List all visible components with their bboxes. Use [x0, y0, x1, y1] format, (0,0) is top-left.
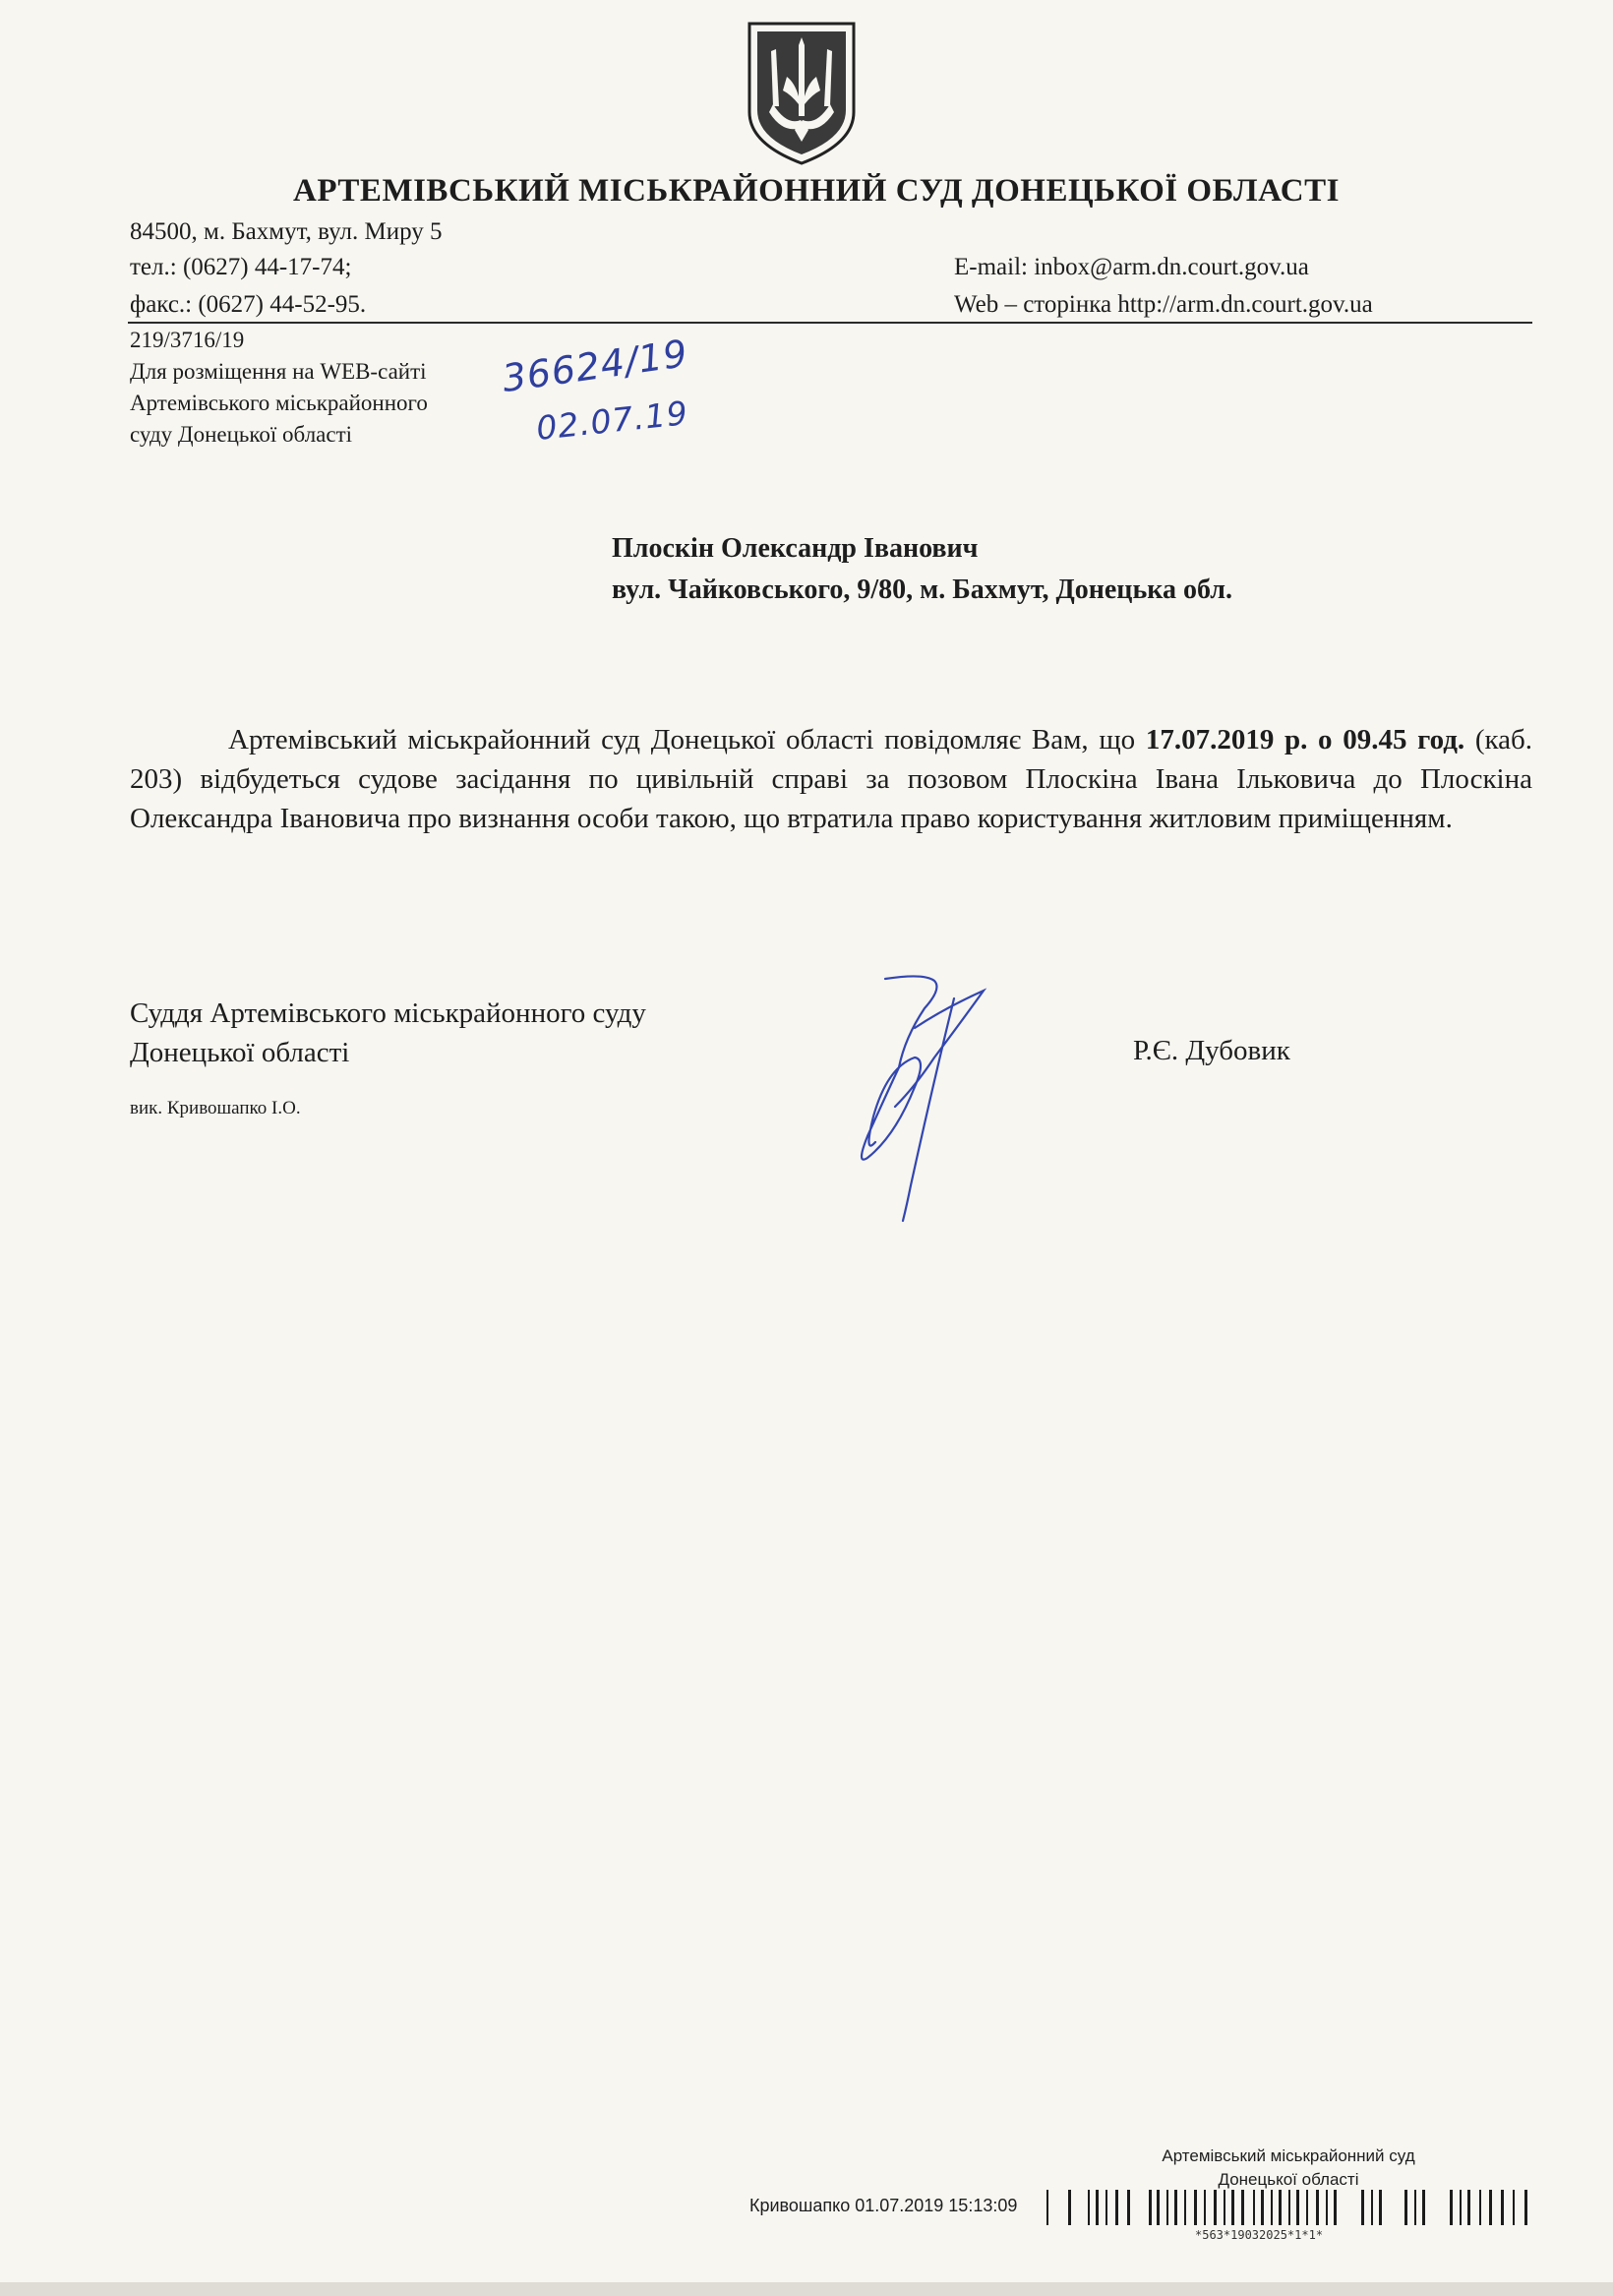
- executor-note: вик. Кривошапко І.О.: [130, 1098, 301, 1118]
- court-phone: тел.: (0627) 44-17-74;: [130, 254, 352, 280]
- judge-title-line: Донецької області: [130, 1037, 350, 1068]
- judge-title: [130, 994, 646, 1072]
- case-number: 219/3716/19: [130, 328, 245, 352]
- reference-block: [130, 325, 428, 451]
- handwritten-registration-number: 36624/19: [499, 331, 691, 401]
- signature-icon: [816, 969, 1013, 1225]
- recipient-name: Плоскін Олександр Іванович: [612, 533, 979, 564]
- judge-title-line: Суддя Артемівського міськрайонного суду: [130, 997, 646, 1029]
- court-address: 84500, м. Бахмут, вул. Миру 5: [130, 218, 443, 245]
- placement-note-line: суду Донецької області: [130, 422, 353, 447]
- notice-text-start: Артемівський міськрайонний суд Донецької області повідомляє Вам, що: [228, 724, 1146, 755]
- placement-note-line: Для розміщення на WEB-сайті: [130, 359, 427, 384]
- registration-info: Кривошапко 01.07.2019 15:13:09: [749, 2196, 1018, 2215]
- recipient-address: вул. Чайковського, 9/80, м. Бахмут, Донецька обл.: [612, 574, 1232, 605]
- notice-paragraph: [130, 720, 1532, 838]
- coat-of-arms-icon: [744, 18, 860, 167]
- judge-name: Р.Є. Дубовик: [1133, 1035, 1290, 1066]
- barcode-number: *563*19032025*1*1*: [1195, 2228, 1324, 2242]
- court-name: АРТЕМІВСЬКИЙ МІСЬКРАЙОННИЙ СУД ДОНЕЦЬКОЇ ОБЛАСТІ: [293, 173, 1340, 209]
- hearing-datetime: 17.07.2019 р. о 09.45 год.: [1145, 724, 1465, 755]
- barcode-icon: [1046, 2190, 1534, 2225]
- notice-text-end: (каб. 203) відбудеться судове засідання по цивільній справі за позовом Плоскіна Івана Ільковича до Плоскіна Олександра Івановича про визнання особи такою, що втратила право користування житловим приміщенням.: [130, 724, 1533, 834]
- placement-note-line: Артемівського міськрайонного: [130, 391, 428, 415]
- registration-stamp-line: Донецької області: [1218, 2170, 1359, 2189]
- registration-stamp-line: Артемівський міськрайонний суд: [1162, 2146, 1415, 2165]
- court-website: Web – сторінка http://arm.dn.court.gov.ua: [954, 291, 1373, 318]
- scan-bottom-edge: [0, 2282, 1613, 2296]
- court-email: E-mail: inbox@arm.dn.court.gov.ua: [954, 254, 1309, 280]
- handwritten-registration-date: 02.07.19: [534, 393, 690, 448]
- header-divider: [128, 322, 1532, 324]
- court-fax: факс.: (0627) 44-52-95.: [130, 291, 367, 318]
